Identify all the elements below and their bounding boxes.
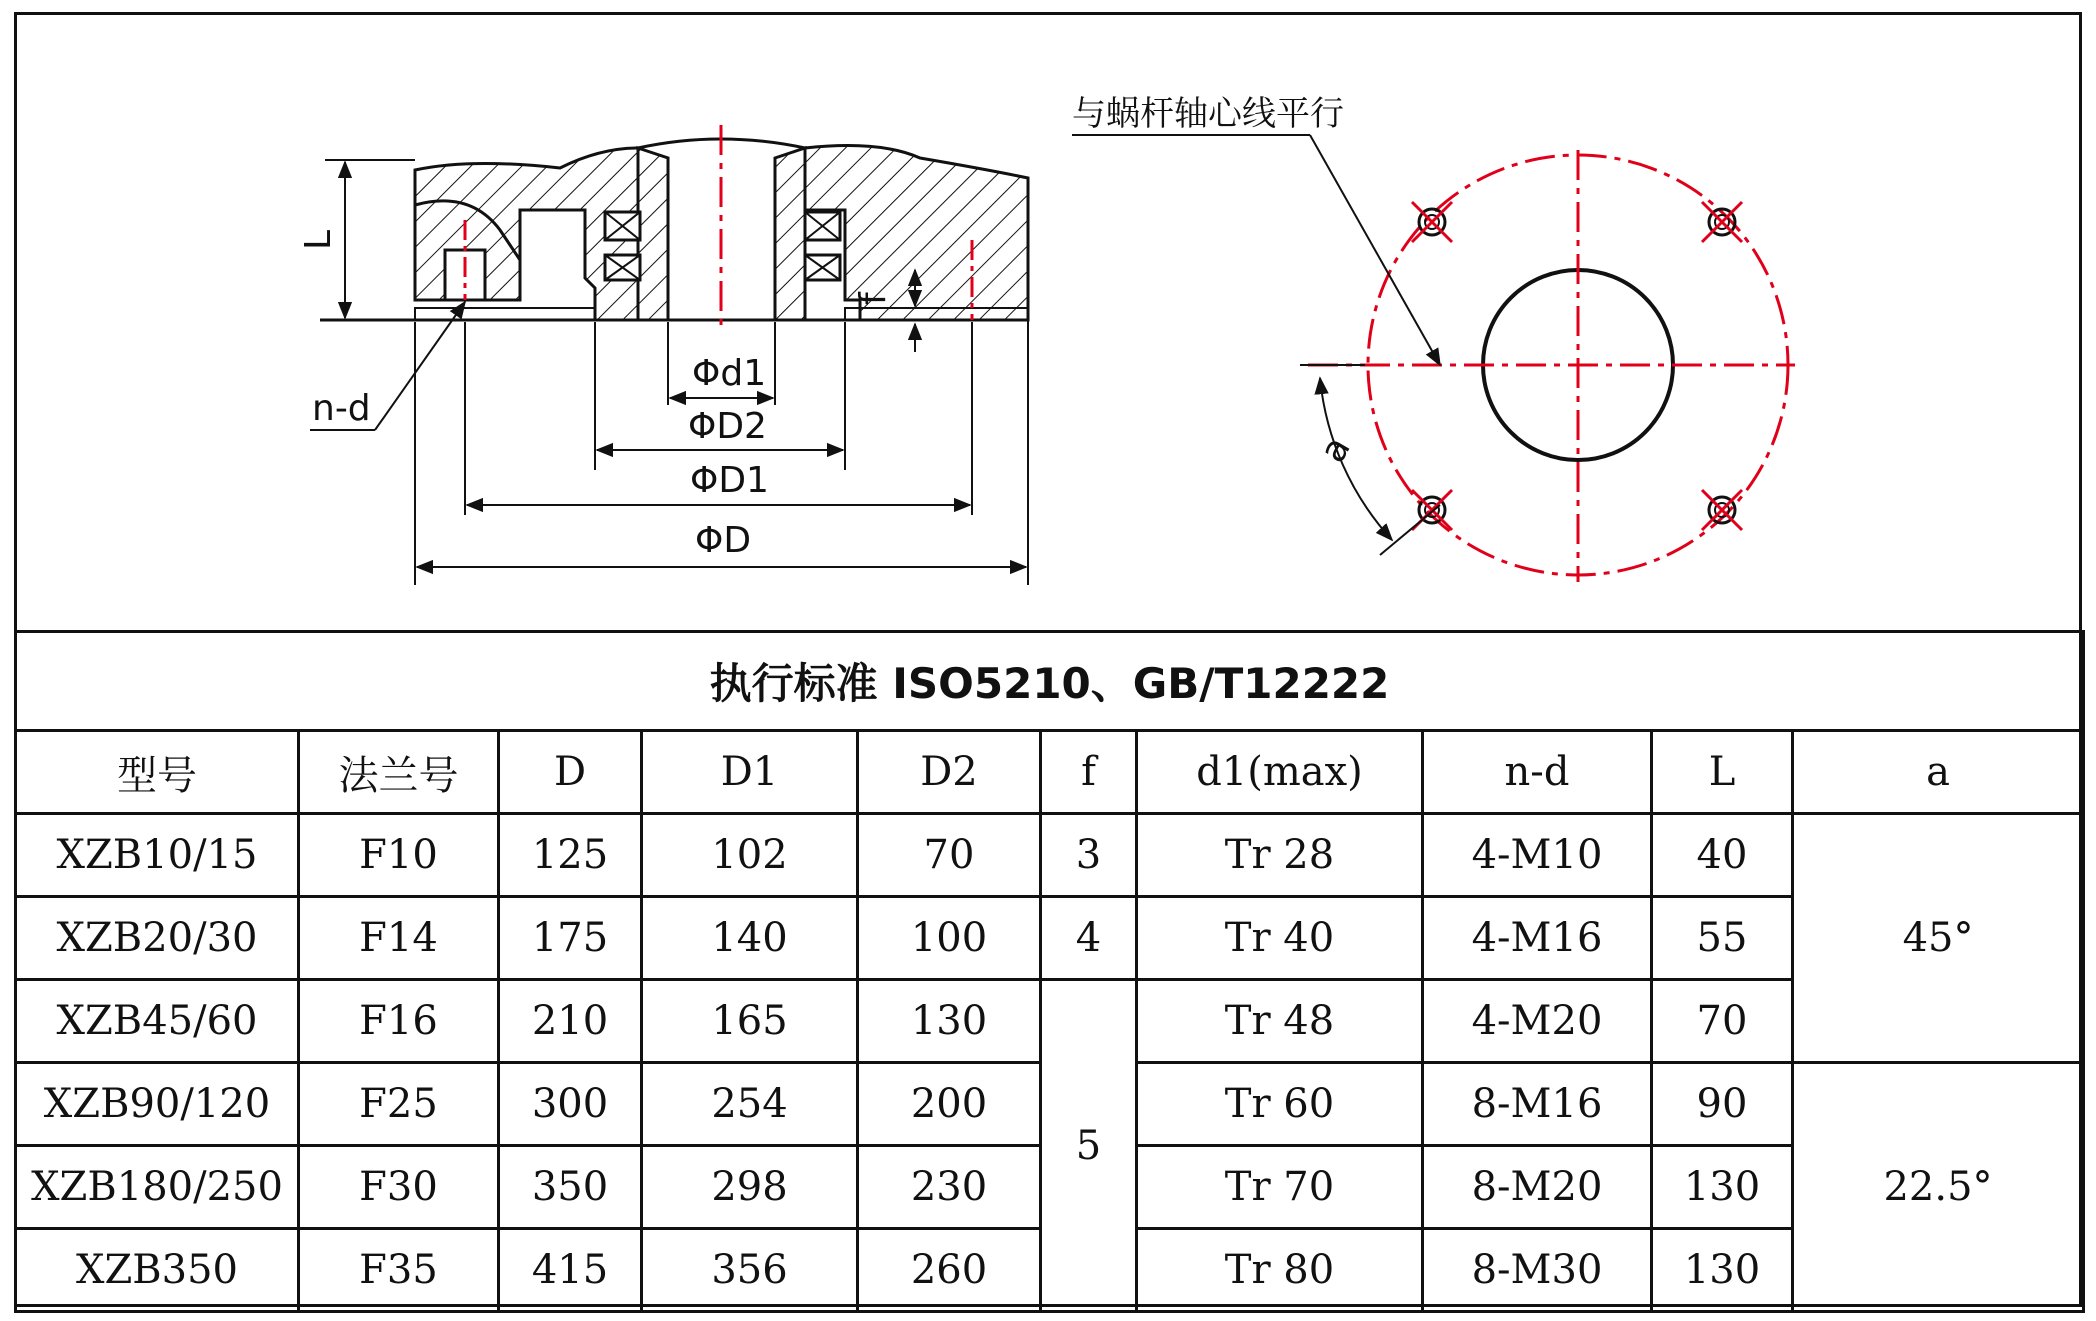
cell-D2: 70 [858,814,1041,897]
L-label: L [298,229,339,250]
section-right-bore-wall [775,148,805,320]
cell-D: 210 [499,980,642,1063]
table-row [16,980,2084,1063]
angle-a-label: a [1312,429,1359,470]
cell-L: 40 [1652,814,1793,897]
cell-d1max: Tr 80 [1137,1229,1423,1312]
bolt-hole-top-right [1702,202,1742,242]
cell-d1max: Tr 70 [1137,1146,1423,1229]
cell-D: 350 [499,1146,642,1229]
cell-L: 90 [1652,1063,1793,1146]
cell-model: XZB90/120 [16,1063,299,1146]
header-f: f [1041,731,1137,814]
header-a: a [1793,731,2084,814]
cell-flange: F14 [299,897,499,980]
cell-d1max: Tr 60 [1137,1063,1423,1146]
cell-D: 175 [499,897,642,980]
phi-d1-label: Φd1 [692,353,767,394]
cell-a-22-5: 22.5° [1793,1063,2084,1312]
header-D: D [499,731,642,814]
cell-n-d: 8-M20 [1423,1146,1652,1229]
bolt-hole-bottom-right [1702,490,1742,530]
cell-D2: 230 [858,1146,1041,1229]
header-model: 型号 [16,731,299,814]
header-D1: D1 [642,731,858,814]
cell-model: XZB180/250 [16,1146,299,1229]
parallel-note-label: 与蜗杆轴心线平行 [1072,94,1344,134]
header-row [16,731,2084,814]
cell-f: 4 [1041,897,1137,980]
bolt-hole-top-left [1412,202,1452,242]
cell-n-d: 4-M20 [1423,980,1652,1063]
cell-L: 70 [1652,980,1793,1063]
f-label: f [853,292,894,305]
cell-D2: 260 [858,1229,1041,1312]
cell-L: 130 [1652,1229,1793,1312]
phi-D-label: ΦD [695,520,752,561]
cell-model: XZB350 [16,1229,299,1312]
cell-d1max: Tr 28 [1137,814,1423,897]
n-d-label: n-d [312,388,371,429]
cell-n-d: 4-M10 [1423,814,1652,897]
cell-D1: 298 [642,1146,858,1229]
cell-f-5: 5 [1041,980,1137,1312]
header-L: L [1652,731,1793,814]
cell-D1: 140 [642,897,858,980]
cell-flange: F25 [299,1063,499,1146]
cell-D2: 200 [858,1063,1041,1146]
cell-D1: 165 [642,980,858,1063]
cell-flange: F10 [299,814,499,897]
phi-D1-label: ΦD1 [690,460,769,501]
cell-model: XZB10/15 [16,814,299,897]
cell-d1max: Tr 48 [1137,980,1423,1063]
cell-D1: 102 [642,814,858,897]
cell-d1max: Tr 40 [1137,897,1423,980]
cell-flange: F30 [299,1146,499,1229]
cell-a-45: 45° [1793,814,2084,1063]
cell-n-d: 4-M16 [1423,897,1652,980]
table-row [16,814,2084,897]
cell-D1: 254 [642,1063,858,1146]
cell-n-d: 8-M30 [1423,1229,1652,1312]
header-n-d: n-d [1423,731,1652,814]
table-row [16,897,2084,980]
cell-flange: F35 [299,1229,499,1312]
cell-f: 3 [1041,814,1137,897]
standard-title: 执行标准 ISO5210、GB/T12222 [16,632,2084,731]
header-d1max: d1(max) [1137,731,1423,814]
cell-model: XZB45/60 [16,980,299,1063]
spec-table [14,630,2085,1313]
cell-L: 130 [1652,1146,1793,1229]
cell-D1: 356 [642,1229,858,1312]
seal-ring-right [805,212,840,280]
section-left-bore-wall [638,148,668,320]
header-D2: D2 [858,731,1041,814]
flange-section-view [298,125,1028,585]
parallel-note-leader [1310,135,1440,365]
cell-D2: 130 [858,980,1041,1063]
cell-D2: 100 [858,897,1041,980]
cell-D: 415 [499,1229,642,1312]
cell-L: 55 [1652,897,1793,980]
cell-D: 300 [499,1063,642,1146]
technical-drawing [0,0,2096,630]
header-flange: 法兰号 [299,731,499,814]
phi-D2-label: ΦD2 [688,406,767,447]
cell-model: XZB20/30 [16,897,299,980]
cell-D: 125 [499,814,642,897]
flange-top-view [1072,94,1795,582]
cell-n-d: 8-M16 [1423,1063,1652,1146]
cell-flange: F16 [299,980,499,1063]
